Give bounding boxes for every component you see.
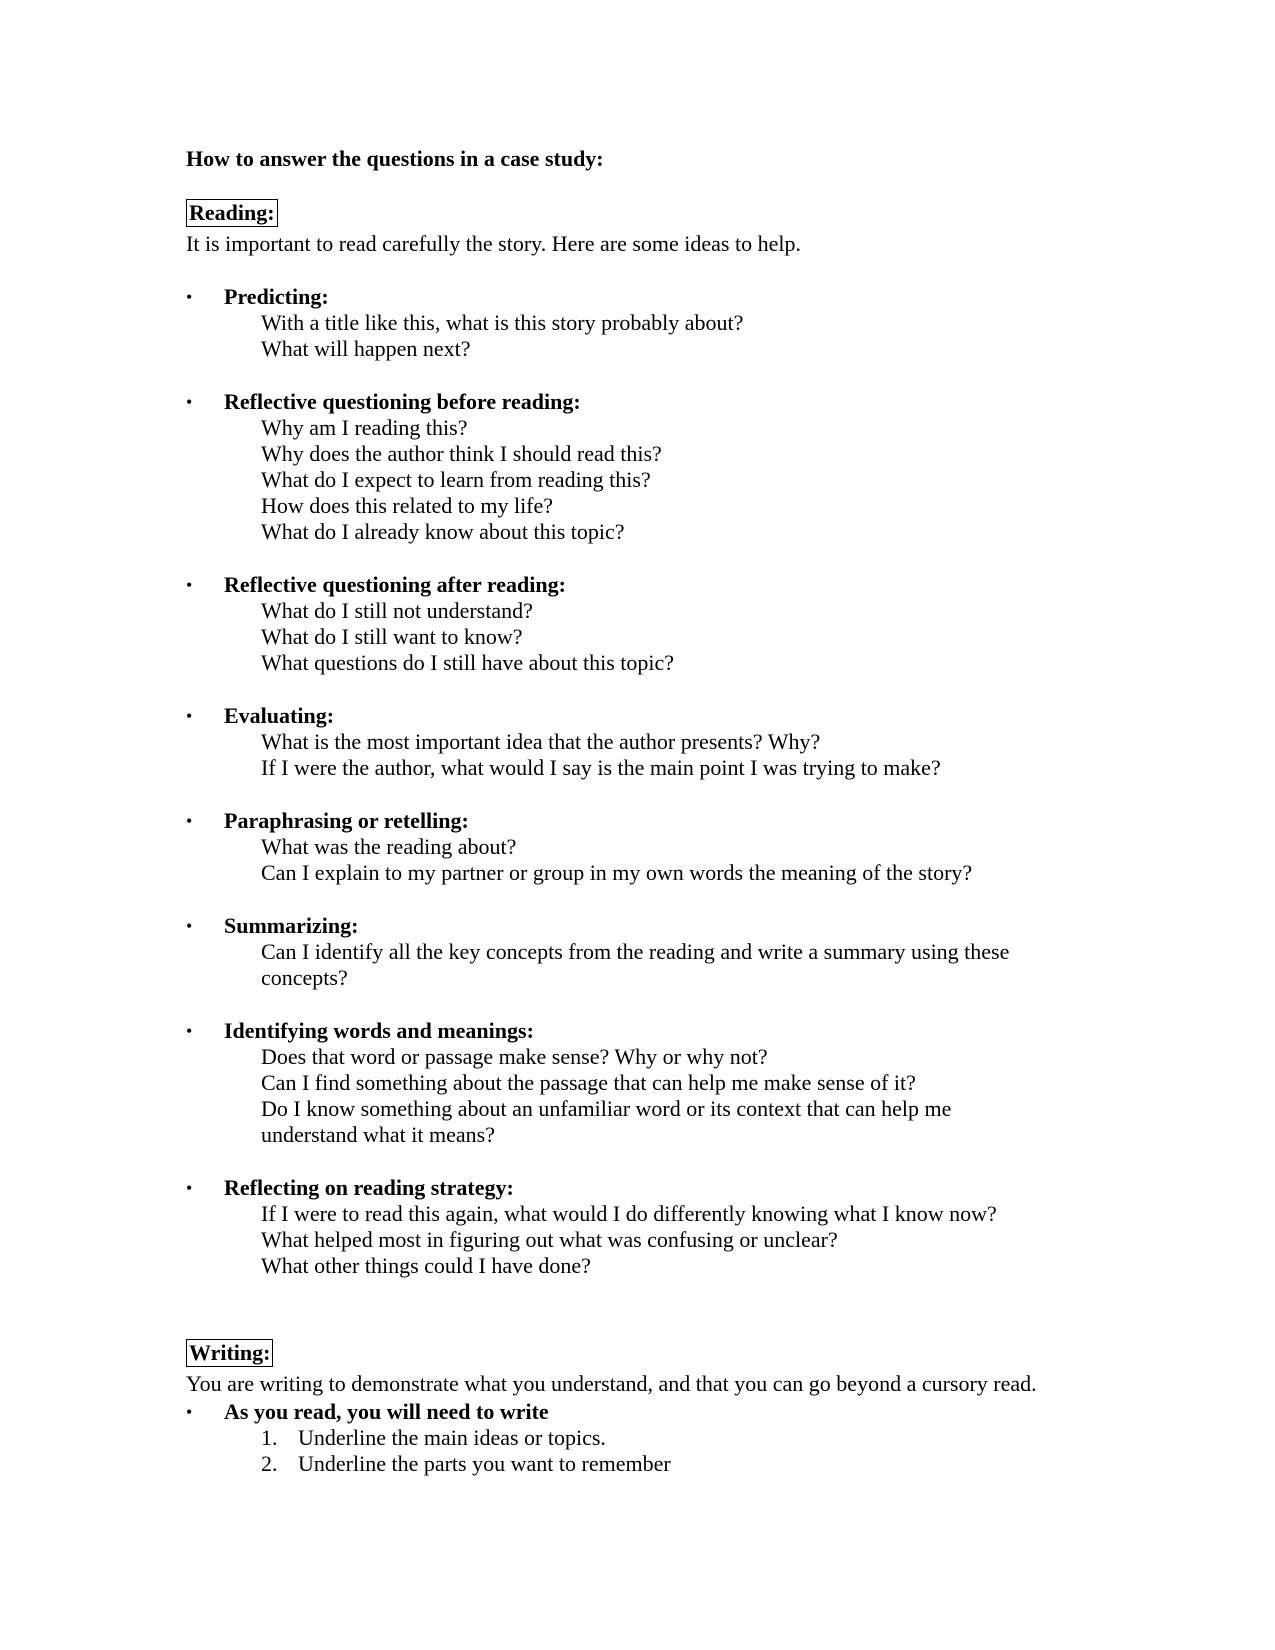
strategy-question: Does that word or passage make sense? Why or why not?: [261, 1044, 768, 1069]
bullet-icon: •: [186, 575, 193, 595]
writing-heading: Writing:: [186, 1339, 273, 1367]
bullet-icon: •: [186, 392, 193, 412]
strategy-label: Reflecting on reading strategy:: [224, 1175, 514, 1200]
step-text: Underline the parts you want to remember: [298, 1451, 671, 1476]
strategy-question: Can I find something about the passage that can help me make sense of it?: [261, 1070, 916, 1095]
reading-heading: Reading:: [186, 199, 278, 227]
strategy-label: Reflective questioning after reading:: [224, 572, 566, 597]
strategy-question: What helped most in figuring out what was confusing or unclear?: [261, 1227, 838, 1252]
numbered-step: [186, 1451, 1086, 1477]
reading-intro: It is important to read carefully the story. Here are some ideas to help.: [186, 231, 801, 256]
strategy-question: What will happen next?: [261, 336, 471, 361]
strategy-label: Summarizing:: [224, 913, 359, 938]
strategy-item: [186, 284, 1086, 362]
strategy-question: Can I explain to my partner or group in my own words the meaning of the story?: [261, 860, 973, 885]
step-text: Underline the main ideas or topics.: [298, 1425, 606, 1450]
step-number: 1.: [261, 1425, 278, 1450]
bullet-icon: •: [186, 1402, 193, 1422]
strategy-question: What do I already know about this topic?: [261, 519, 625, 544]
strategy-question: What do I still not understand?: [261, 598, 533, 623]
writing-bullet: [186, 1399, 1086, 1477]
strategy-question: understand what it means?: [261, 1122, 495, 1147]
strategy-question: Why does the author think I should read this?: [261, 441, 662, 466]
strategy-question: How does this related to my life?: [261, 493, 554, 518]
bullet-icon: •: [186, 1021, 193, 1041]
strategy-question: concepts?: [261, 965, 348, 990]
bullet-icon: •: [186, 811, 193, 831]
bullet-icon: •: [186, 916, 193, 936]
strategy-question: Do I know something about an unfamiliar word or its context that can help me: [261, 1096, 952, 1121]
writing-intro: You are writing to demonstrate what you understand, and that you can go beyond a cursory read.: [186, 1371, 1037, 1396]
bullet-icon: •: [186, 287, 193, 307]
strategy-question: What other things could I have done?: [261, 1253, 591, 1278]
strategy-question: What do I still want to know?: [261, 624, 523, 649]
strategy-question: What was the reading about?: [261, 834, 517, 859]
strategy-item: [186, 703, 1086, 781]
strategy-question: What questions do I still have about this topic?: [261, 650, 675, 675]
strategy-label: Reflective questioning before reading:: [224, 389, 581, 414]
document-title: How to answer the questions in a case study:: [186, 146, 604, 171]
reading-strategy-list: [186, 284, 1086, 1306]
numbered-step: [186, 1425, 1086, 1451]
strategy-item: [186, 572, 1086, 676]
strategy-question: If I were the author, what would I say is the main point I was trying to make?: [261, 755, 941, 780]
strategy-label: Paraphrasing or retelling:: [224, 808, 469, 833]
strategy-item: [186, 1018, 1086, 1148]
step-number: 2.: [261, 1451, 278, 1476]
strategy-label: Predicting:: [224, 284, 329, 309]
bullet-icon: •: [186, 706, 193, 726]
bullet-icon: •: [186, 1178, 193, 1198]
strategy-label: Evaluating:: [224, 703, 335, 728]
strategy-item: [186, 389, 1086, 545]
strategy-question: Can I identify all the key concepts from the reading and write a summary using these: [261, 939, 1010, 964]
writing-bullet-label: As you read, you will need to write: [224, 1399, 549, 1424]
strategy-item: [186, 1175, 1086, 1279]
strategy-label: Identifying words and meanings:: [224, 1018, 534, 1043]
strategy-item: [186, 808, 1086, 886]
strategy-question: What is the most important idea that the author presents? Why?: [261, 729, 821, 754]
strategy-question: With a title like this, what is this story probably about?: [261, 310, 744, 335]
strategy-question: What do I expect to learn from reading this?: [261, 467, 651, 492]
strategy-question: If I were to read this again, what would I do differently knowing what I know now?: [261, 1201, 997, 1226]
strategy-question: Why am I reading this?: [261, 415, 468, 440]
strategy-item: [186, 913, 1086, 991]
